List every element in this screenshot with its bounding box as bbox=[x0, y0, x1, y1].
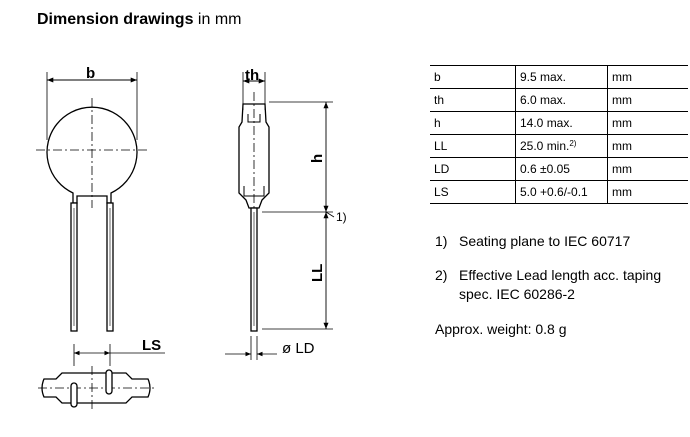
note-2 bbox=[435, 266, 661, 304]
b-label: b bbox=[86, 65, 96, 82]
th-label: th bbox=[245, 67, 260, 84]
title-unit: in mm bbox=[193, 11, 242, 28]
note-1 bbox=[435, 232, 630, 251]
param-cell: LS bbox=[430, 181, 516, 204]
table-row bbox=[430, 66, 688, 89]
value-text: 0.6 ±0.05 bbox=[520, 162, 570, 176]
value-cell bbox=[516, 135, 608, 158]
note-2-text-line1: Effective Lead length acc. taping bbox=[459, 267, 662, 283]
ls-label: LS bbox=[142, 337, 162, 354]
table-row bbox=[430, 112, 688, 135]
unit-cell: mm bbox=[608, 66, 689, 89]
unit-cell: mm bbox=[608, 181, 689, 204]
unit-cell: mm bbox=[608, 89, 689, 112]
bottom-view bbox=[38, 366, 155, 410]
h-label: h bbox=[309, 153, 326, 163]
value-text: 25.0 min. bbox=[520, 139, 570, 153]
value-text: 6.0 max. bbox=[520, 93, 567, 107]
table-row bbox=[430, 89, 688, 112]
param-cell: b bbox=[430, 66, 516, 89]
value-text: 5.0 +0.6/-0.1 bbox=[520, 185, 588, 199]
value-cell bbox=[516, 181, 608, 204]
param-cell: th bbox=[430, 89, 516, 112]
value-cell bbox=[516, 89, 608, 112]
ld-label: ø LD bbox=[282, 340, 315, 357]
value-cell bbox=[516, 66, 608, 89]
ll-label: LL bbox=[309, 263, 326, 282]
bottom-lead-left bbox=[71, 383, 77, 407]
front-view bbox=[36, 72, 148, 331]
unit-cell: mm bbox=[608, 135, 689, 158]
unit-cell: mm bbox=[608, 158, 689, 181]
table-row bbox=[430, 158, 688, 181]
unit-cell: mm bbox=[608, 112, 689, 135]
bottom-lead-right bbox=[106, 370, 112, 394]
value-text: 9.5 max. bbox=[520, 70, 567, 84]
param-cell: LL bbox=[430, 135, 516, 158]
table-row bbox=[430, 181, 688, 204]
note-1-text: Seating plane to IEC 60717 bbox=[459, 233, 631, 249]
footnote-ref: 2) bbox=[569, 139, 577, 148]
note-2-text-line2: spec. IEC 60286-2 bbox=[459, 286, 575, 302]
approx-weight: Approx. weight: 0.8 g bbox=[435, 321, 567, 337]
param-cell: LD bbox=[430, 158, 516, 181]
value-cell bbox=[516, 112, 608, 135]
seating-plane-ref: 1) bbox=[336, 210, 347, 224]
note-1-number: 1) bbox=[435, 233, 448, 249]
table-row bbox=[430, 135, 688, 158]
dimensions-table bbox=[430, 65, 688, 204]
side-view bbox=[225, 72, 334, 360]
value-text: 14.0 max. bbox=[520, 116, 573, 130]
param-cell: h bbox=[430, 112, 516, 135]
note-2-number: 2) bbox=[435, 267, 448, 283]
value-cell bbox=[516, 158, 608, 181]
title-bold: Dimension drawings bbox=[37, 11, 194, 28]
